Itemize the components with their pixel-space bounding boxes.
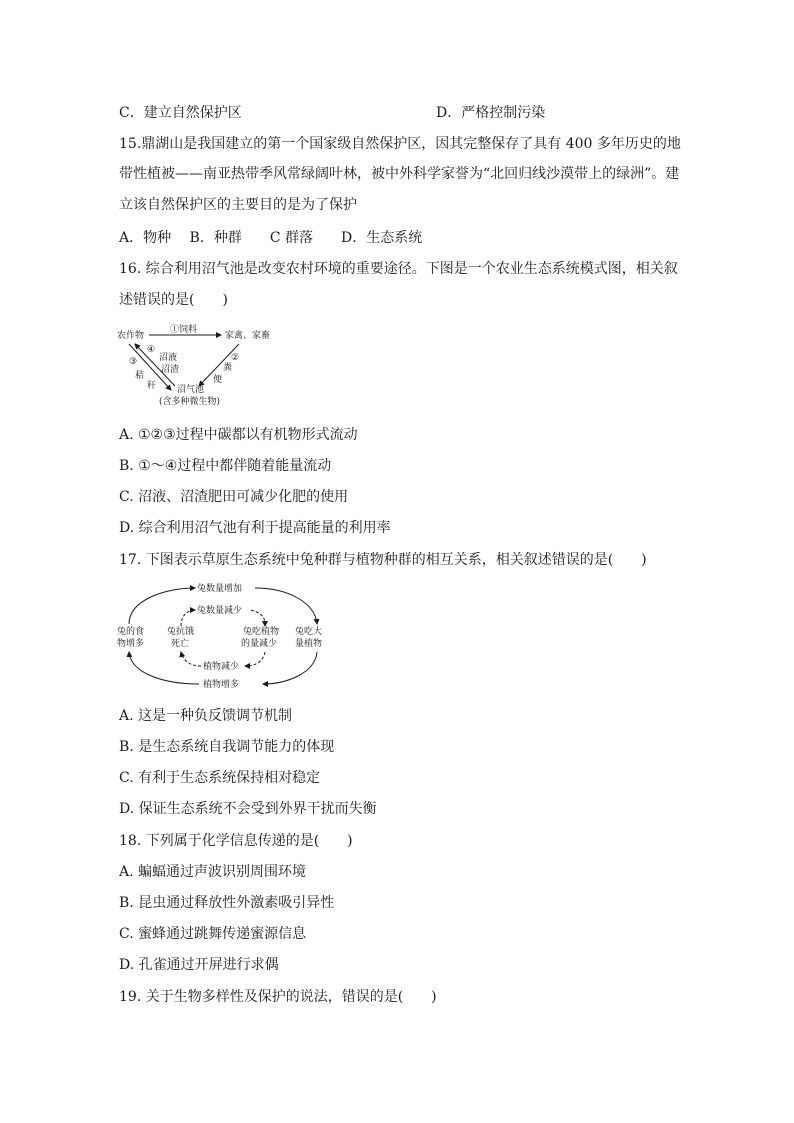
- q16-option-a: A. ①②③过程中碳都以有机物形式流动: [119, 427, 358, 443]
- inner-loop-top-right: [251, 610, 265, 626]
- dung-label-2: 便: [213, 375, 223, 385]
- straw-label-1: 秸: [135, 371, 145, 381]
- livestock-label: 家禽、家畜: [225, 331, 271, 341]
- q16-option-b: B. ①～④过程中都伴随着能量流动: [119, 458, 332, 474]
- q18-option-a: A. 蝙蝠通过声波识别周围环境: [119, 864, 307, 880]
- starvation-label-1: 兔抗饿: [167, 627, 195, 637]
- agri-ecosystem-diagram: [115, 322, 275, 412]
- q15-stem-line-3: 立该自然保护区的主要目的是为了保护: [119, 197, 357, 213]
- q18-option-b: B. 昆虫通过释放性外激素吸引异性: [119, 895, 335, 911]
- eat-more-label-2: 量植物: [295, 639, 323, 649]
- inner-loop-bottom-right: [245, 652, 265, 666]
- q16-stem-line-1: 16. 综合利用沼气池是改变农村环境的重要途径。下图是一个农业生态系统模式图，相关叙: [119, 261, 678, 277]
- outer-loop-top-left: [129, 588, 195, 624]
- eat-less-label-1: 兔吃植物: [243, 627, 280, 637]
- straw-label-2: 秆: [147, 381, 157, 391]
- plant-increase-label: 植物增多: [203, 680, 240, 690]
- process-4-label: ④: [147, 345, 156, 355]
- food-increase-label-1: 兔的食: [117, 627, 145, 637]
- q15-stem-line-1: 15.鼎湖山是我国建立的第一个国家级自然保护区，因其完整保存了具有 400 多年历史的地: [119, 136, 681, 152]
- q15-stem-line-2: 带性植被——南亚热带季风常绿阔叶林，被中外科学家誉为“北回归线沙漠带上的绿洲”。建: [119, 166, 680, 182]
- slurry-liquid-label: 沼液: [159, 353, 178, 363]
- process-3-label: ③: [129, 357, 138, 367]
- outer-loop-bottom-left: [129, 652, 199, 684]
- starvation-label-2: 死亡: [171, 639, 190, 649]
- q19-stem: 19. 关于生物多样性及保护的说法，错误的是( ): [119, 989, 437, 1005]
- rabbit-decrease-label: 兔数量减少: [197, 606, 243, 616]
- q18-stem: 18. 下列属于化学信息传递的是( ): [119, 833, 353, 849]
- rabbit-plant-feedback-diagram: [115, 580, 335, 692]
- feed-label: ①饲料: [170, 325, 198, 335]
- q17-option-c: C. 有利于生态系统保持相对稳定: [119, 770, 321, 786]
- q17-option-d: D. 保证生态系统不会受到外界干扰而失衡: [119, 801, 377, 817]
- q18-option-c: C. 蜜蜂通过跳舞传递蜜源信息: [119, 926, 307, 942]
- q14-option-c: C．建立自然保护区: [119, 105, 242, 121]
- eat-more-label-1: 兔吃大: [295, 627, 323, 637]
- slurry-residue-label: 沼渣: [161, 365, 180, 375]
- q15-options: A．物种 B．种群 C 群落 D．生态系统: [119, 230, 423, 246]
- outer-loop-bottom-right: [263, 652, 317, 684]
- crop-label: 农作物: [117, 331, 145, 341]
- q18-option-d: D. 孔雀通过开屏进行求偶: [119, 957, 279, 973]
- q16-option-d: D. 综合利用沼气池有利于提高能量的利用率: [119, 520, 391, 536]
- q16-option-c: C. 沼液、沼渣肥田可减少化肥的使用: [119, 489, 349, 505]
- inner-loop-bottom-left: [181, 652, 201, 666]
- food-increase-label-2: 物增多: [117, 639, 145, 649]
- inner-loop-top-left: [181, 610, 195, 626]
- plant-decrease-label: 植物减少: [203, 662, 240, 672]
- process-2-label: ②: [231, 353, 240, 363]
- biogas-label: 沼气池: [177, 385, 205, 395]
- eat-less-label-2: 的量减少: [241, 639, 278, 649]
- q17-option-b: B. 是生态系统自我调节能力的体现: [119, 739, 335, 755]
- microbes-label: (含多种微生物): [159, 397, 221, 407]
- q17-option-a: A. 这是一种负反馈调节机制: [119, 708, 293, 724]
- dung-label-1: 粪: [223, 363, 233, 373]
- rabbit-increase-label: 兔数量增加: [197, 584, 243, 594]
- q17-stem: 17. 下图表示草原生态系统中兔种群与植物种群的相互关系，相关叙述错误的是( ): [119, 552, 647, 568]
- q16-stem-line-2: 述错误的是( ): [119, 292, 228, 308]
- q14-option-d: D．严格控制污染: [436, 105, 546, 121]
